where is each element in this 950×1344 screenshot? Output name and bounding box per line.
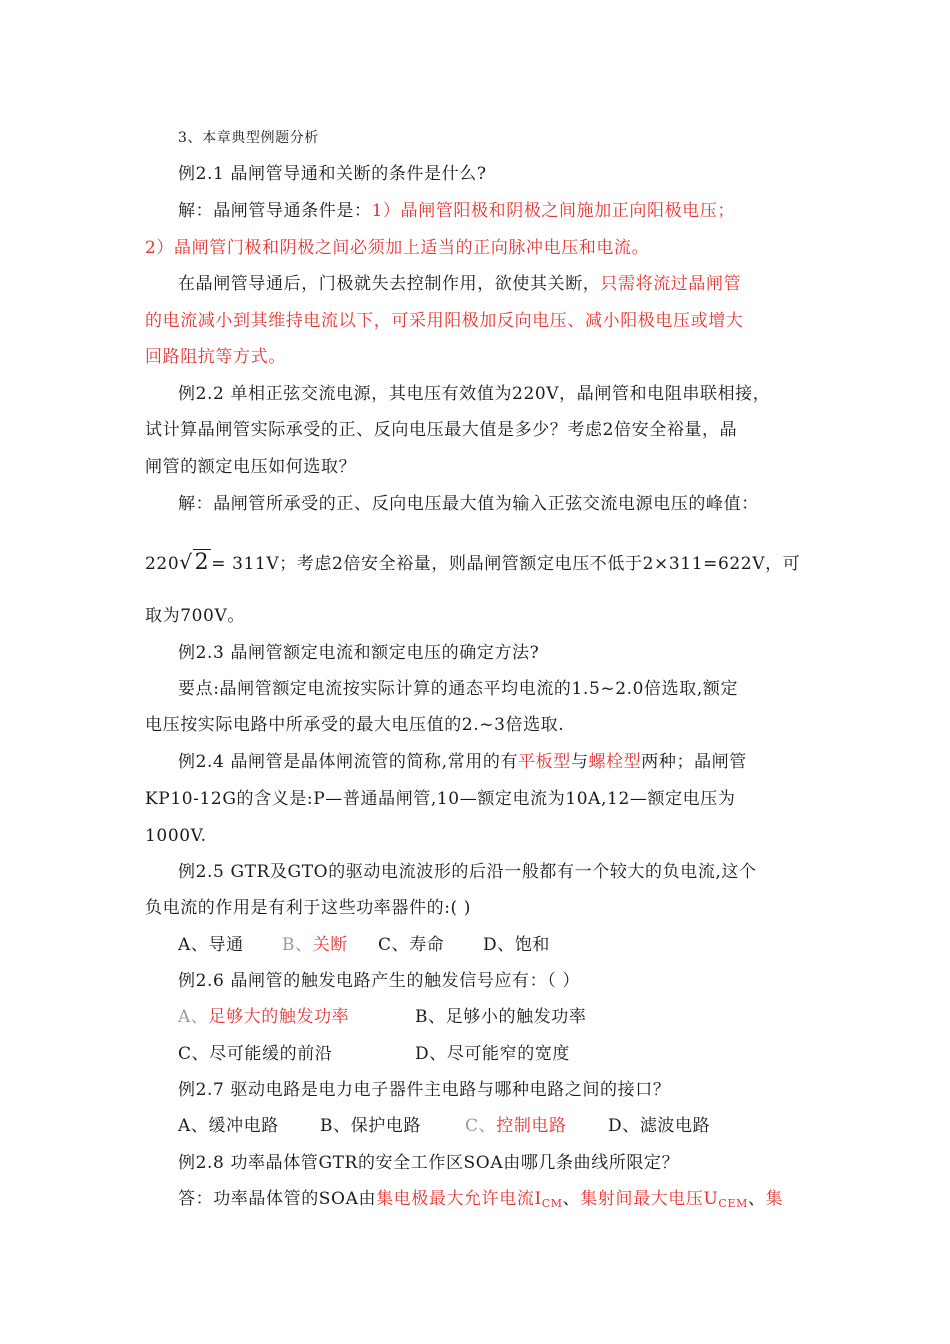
example-2-7-question: 例2.7 驱动电路是电力电子器件主电路与哪种电路之间的接口？ — [178, 1080, 671, 1100]
example-2-3-question: 例2.3 晶闸管额定电流和额定电压的确定方法? — [178, 643, 540, 663]
example-2-1-answer-line5: 回路阻抗等方式。 — [145, 347, 286, 367]
example-2-4-line1 — [178, 751, 747, 773]
example-2-5-question-line1: 例2.5 GTR及GTO的驱动电流波形的后沿一般都有一个较大的负电流,这个 — [178, 862, 757, 882]
example-2-5-option-b — [282, 934, 348, 956]
answer-highlight: 螺栓型 — [588, 752, 642, 772]
section-heading: 3、本章典型例题分析 — [178, 130, 319, 146]
answer-highlight: 1）晶闸管阳极和阴极之间施加正向阳极电压； — [371, 201, 736, 221]
example-2-5-question-line2: 负电流的作用是有利于这些功率器件的:( ) — [145, 898, 471, 918]
text: 答：功率晶体管的SOA由 — [178, 1189, 377, 1209]
example-2-6-option-b: B、足够小的触发功率 — [415, 1007, 587, 1027]
answer-prefix: 解：晶闸管导通条件是： — [178, 201, 372, 221]
text: 、 — [747, 1189, 766, 1209]
answer-highlight: 关断 — [312, 935, 348, 955]
text: 、 — [562, 1189, 581, 1209]
example-2-5-option-a: A、导通 — [178, 935, 244, 955]
example-2-7-option-b: B、保护电路 — [320, 1116, 422, 1136]
example-2-8-question: 例2.8 功率晶体管GTR的安全工作区SOA由哪几条曲线所限定？ — [178, 1153, 680, 1173]
example-2-7-option-d: D、滤波电路 — [608, 1116, 711, 1136]
text: 两种；晶闸管 — [641, 752, 747, 772]
example-2-2-question-line3: 闸管的额定电压如何选取？ — [145, 457, 357, 477]
example-2-7-option-a: A、缓冲电路 — [178, 1116, 279, 1136]
example-2-4-line3: 1000V. — [145, 826, 207, 846]
answer-highlight: 平板型 — [518, 752, 571, 772]
text: 例2.4 晶闸管是晶体闸流管的简称,常用的有 — [178, 752, 519, 772]
radical-sign-icon: √ — [179, 550, 193, 574]
example-2-1-answer-line1 — [178, 200, 735, 222]
answer-highlight: 控制电路 — [496, 1116, 567, 1136]
example-2-3-answer-line1: 要点:晶闸管额定电流按实际计算的通态平均电流的1.5~2.0倍选取,额定 — [178, 679, 739, 699]
subscript: CEM — [718, 1197, 748, 1210]
example-2-6-option-a — [178, 1006, 349, 1028]
answer-highlight: 足够大的触发功率 — [208, 1007, 350, 1027]
option-letter: C、 — [465, 1116, 497, 1136]
example-2-1-question: 例2.1 晶闸管导通和关断的条件是什么? — [178, 164, 487, 184]
example-2-3-answer-line2: 电压按实际电路中所承受的最大电压值的2.~3倍选取. — [145, 715, 565, 735]
example-2-2-question-line2: 试计算晶闸管实际承受的正、反向电压最大值是多少？考虑2倍安全裕量，晶 — [145, 420, 738, 440]
answer-highlight: 集射间最大电压U — [580, 1189, 719, 1209]
text: 与 — [570, 752, 589, 772]
radicand: 2 — [194, 550, 210, 575]
square-root-formula — [179, 551, 211, 575]
example-2-5-option-c: C、寿命 — [378, 935, 445, 955]
example-2-7-option-c — [465, 1115, 567, 1137]
answer-highlight: 只需将流过晶闸管 — [600, 274, 742, 294]
example-2-4-line2: KP10-12G的含义是:P—普通晶闸管,10—额定电流为10A,12—额定电压为 — [145, 789, 736, 809]
example-2-8-answer — [178, 1188, 783, 1215]
option-letter: B、 — [282, 935, 313, 955]
answer-text: 在晶闸管导通后，门极就失去控制作用，欲使其关断， — [178, 274, 601, 294]
example-2-5-option-d: D、饱和 — [483, 935, 551, 955]
subscript: CM — [541, 1197, 563, 1210]
answer-highlight: 集电极最大允许电流I — [376, 1189, 542, 1209]
example-2-2-question-line1: 例2.2 单相正弦交流电源，其电压有效值为220V，晶闸管和电阻串联相接， — [178, 384, 771, 404]
example-2-1-answer-line3 — [178, 273, 741, 295]
example-2-1-answer-line4: 的电流减小到其维持电流以下，可采用阳极加反向电压、减小阳极电压或增大 — [145, 311, 744, 331]
example-2-2-answer-line3: 取为700V。 — [145, 606, 245, 626]
option-letter: A、 — [178, 1007, 209, 1027]
value-220: 220 — [145, 554, 180, 574]
example-2-2-answer-line2 — [145, 551, 800, 575]
answer-highlight: 集 — [765, 1189, 784, 1209]
example-2-1-answer-line2: 2）晶闸管门极和阴极之间必须加上适当的正向脉冲电压和电流。 — [145, 238, 650, 258]
example-2-6-option-d: D、尽可能窄的宽度 — [415, 1044, 571, 1064]
example-2-6-question: 例2.6 晶闸管的触发电路产生的触发信号应有：（ ） — [178, 971, 580, 991]
example-2-2-answer-line1: 解：晶闸管所承受的正、反向电压最大值为输入正弦交流电源电压的峰值： — [178, 494, 759, 514]
example-2-6-option-c: C、尽可能缓的前沿 — [178, 1044, 333, 1064]
answer-text: = 311V；考虑2倍安全裕量，则晶闸管额定电压不低于2×311=622V，可 — [211, 554, 801, 574]
